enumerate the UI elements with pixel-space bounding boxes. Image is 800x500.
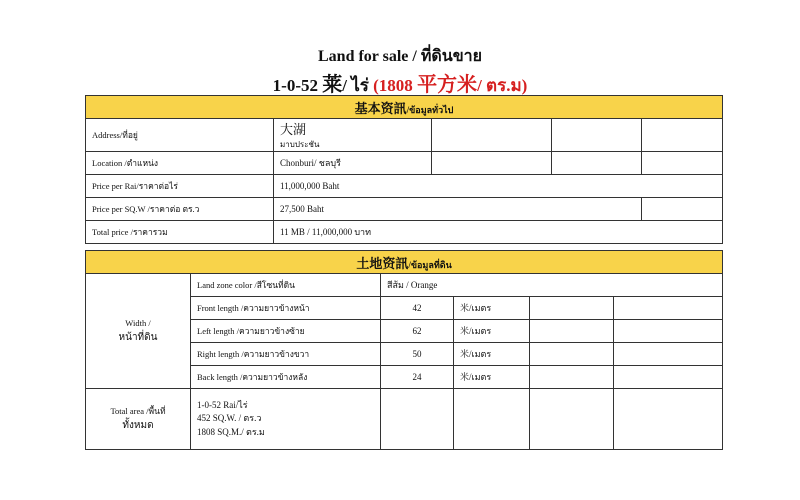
price-per-rai-value: 11,000,000 Baht bbox=[274, 175, 723, 198]
basic-info-header: 基本资訊/ข้อมูลทั่วไป bbox=[86, 96, 723, 119]
location-label: Location /ตำแหน่ง bbox=[86, 152, 274, 175]
price-per-rai-label: Price per Rai/ราคาต่อไร่ bbox=[86, 175, 274, 198]
left-length-label: Left length /ความยาวข้างซ้าย bbox=[191, 320, 381, 343]
left-length-unit: 米/เมตร bbox=[454, 320, 530, 343]
total-area-label: Total area /พื้นที่ ทั้งหมด bbox=[86, 389, 191, 450]
land-info-table bbox=[85, 250, 723, 450]
area-prefix: 1-0-52 bbox=[272, 76, 323, 95]
land-info-header: 土地资訊/ข้อมูลที่ดิน bbox=[86, 251, 723, 274]
right-length-label: Right length /ความยาวข้างขวา bbox=[191, 343, 381, 366]
total-price-label: Total price /ราคารวม bbox=[86, 221, 274, 244]
back-length-value: 24 bbox=[381, 366, 454, 389]
front-length-unit: 米/เมตร bbox=[454, 297, 530, 320]
basic-info-table bbox=[85, 95, 723, 244]
price-per-sqw-value: 27,500 Baht bbox=[274, 198, 642, 221]
area-unit-cn: 莱 bbox=[322, 74, 343, 96]
front-length-label: Front length /ความยาวข้างหน้า bbox=[191, 297, 381, 320]
area-unit-th: / ไร่ bbox=[342, 76, 374, 95]
address-value: 大湖 มาบประชัน bbox=[274, 119, 432, 152]
zone-value: สีส้ม / Orange bbox=[381, 274, 723, 297]
location-value: Chonburi/ ชลบุรี bbox=[274, 152, 432, 175]
address-label: Address/ที่อยู่ bbox=[86, 119, 274, 152]
back-length-unit: 米/เมตร bbox=[454, 366, 530, 389]
page-title: Land for sale / ที่ดินขาย bbox=[318, 48, 482, 65]
area-sqm: (1808 平方米/ ตร.ม) bbox=[373, 74, 528, 96]
price-per-sqw-label: Price per SQ.W /ราคาต่อ ตร.ว bbox=[86, 198, 274, 221]
width-label: Width / หน้าที่ดิน bbox=[86, 274, 191, 389]
right-length-unit: 米/เมตร bbox=[454, 343, 530, 366]
total-price-value: 11 MB / 11,000,000 บาท bbox=[274, 221, 723, 244]
left-length-value: 62 bbox=[381, 320, 454, 343]
total-area-value: 1-0-52 Rai/ไร่ 452 SQ.W. / ตร.ว 1808 SQ.M./ ตร.ม bbox=[191, 389, 381, 450]
right-length-value: 50 bbox=[381, 343, 454, 366]
back-length-label: Back length /ความยาวข้างหลัง bbox=[191, 366, 381, 389]
zone-label: Land zone color /สีโซนที่ดิน bbox=[191, 274, 381, 297]
front-length-value: 42 bbox=[381, 297, 454, 320]
